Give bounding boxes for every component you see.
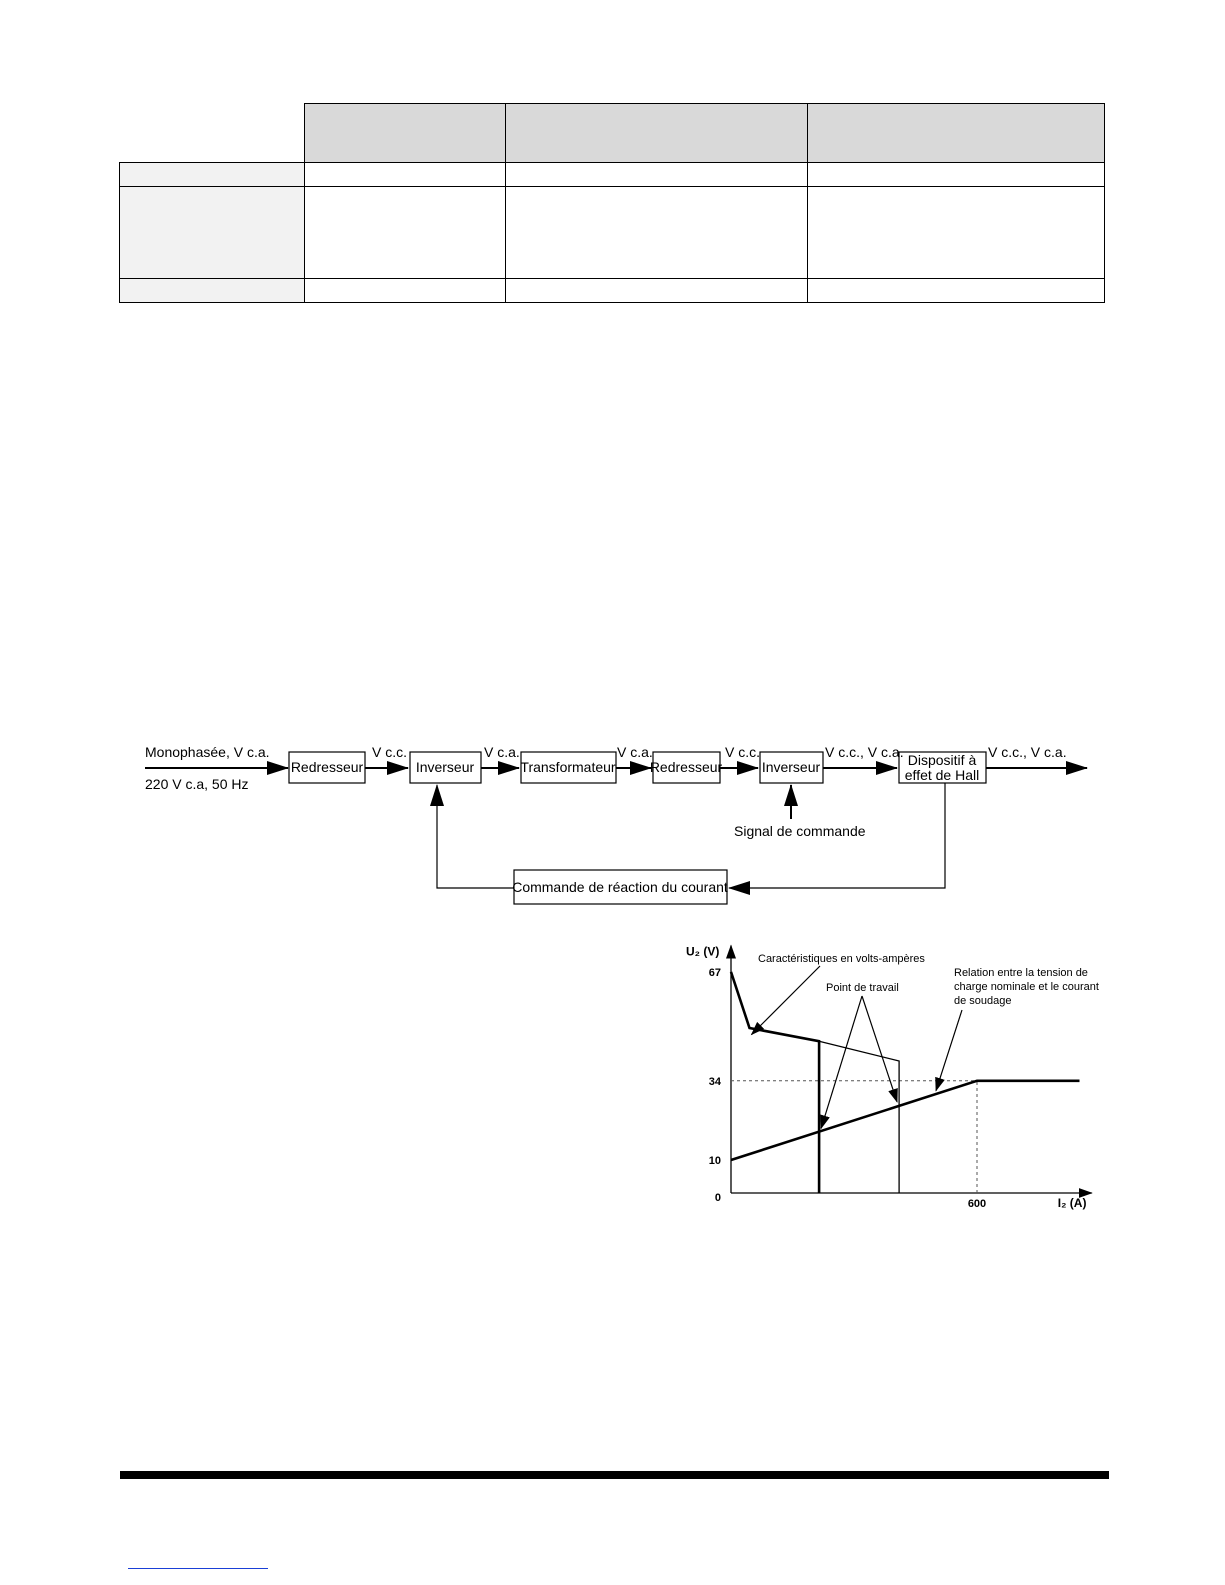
inverseur-label-2: Inverseur (761, 759, 821, 775)
y-tick-label: 10 (708, 1155, 721, 1167)
transformateur-label: Transformateur (520, 759, 616, 775)
hall-label-1: Dispositif à (907, 752, 977, 768)
x-tick-label: 600 (967, 1198, 987, 1210)
leader-volt-ampere (752, 966, 821, 1035)
control-signal-label: Signal de commande (734, 823, 866, 839)
leader-work-point-1 (821, 996, 862, 1128)
footer-link-underline[interactable] (128, 1568, 268, 1569)
link-label-4: V c.c. (725, 744, 761, 760)
input-label-2: 220 V c.a, 50 Hz (145, 776, 249, 792)
hall-label-2: effet de Hall (904, 767, 980, 783)
redresseur-label-2: Redresseur (649, 759, 723, 775)
x-tick-label: 0 (714, 1192, 721, 1204)
leader-relation (936, 1010, 962, 1091)
annotation-relation-line-1: Relation entre la tension de (954, 967, 1088, 979)
inverseur-label-1: Inverseur (415, 759, 475, 775)
annotation-volt-ampere: Caractéristiques en volts-ampères (758, 953, 925, 965)
series-line-volt-ampere (731, 972, 819, 1193)
footer-rule (120, 1471, 1109, 1479)
link-label-6: V c.c., V c.a. (988, 744, 1067, 760)
input-label-1: Monophasée, V c.a. (145, 744, 270, 760)
annotation-work-point: Point de travail (826, 982, 899, 994)
y-tick-label: 34 (708, 1075, 721, 1088)
series-line-relation (731, 1081, 1080, 1160)
leader-work-point-2 (862, 996, 897, 1102)
redresseur-label-1: Redresseur (290, 759, 364, 775)
link-label-2: V c.a. (484, 744, 520, 760)
y-tick-label: 67 (708, 966, 721, 979)
annotation-relation-line-2: charge nominale et le courant (954, 981, 1099, 993)
feedback-to-inverter-line (437, 785, 514, 888)
link-label-1: V c.c. (372, 744, 408, 760)
x-axis-label: I₂ (A) (1057, 1196, 1087, 1210)
link-label-5: V c.c., V c.a. (825, 744, 904, 760)
feedback-label: Commande de réaction du courant (512, 879, 728, 895)
annotation-relation-line-3: de soudage (954, 995, 1012, 1007)
series-line-volt-ampere-2 (819, 1041, 899, 1193)
link-label-3: V c.a. (617, 744, 653, 760)
y-axis-label: U₂ (V) (686, 944, 720, 959)
